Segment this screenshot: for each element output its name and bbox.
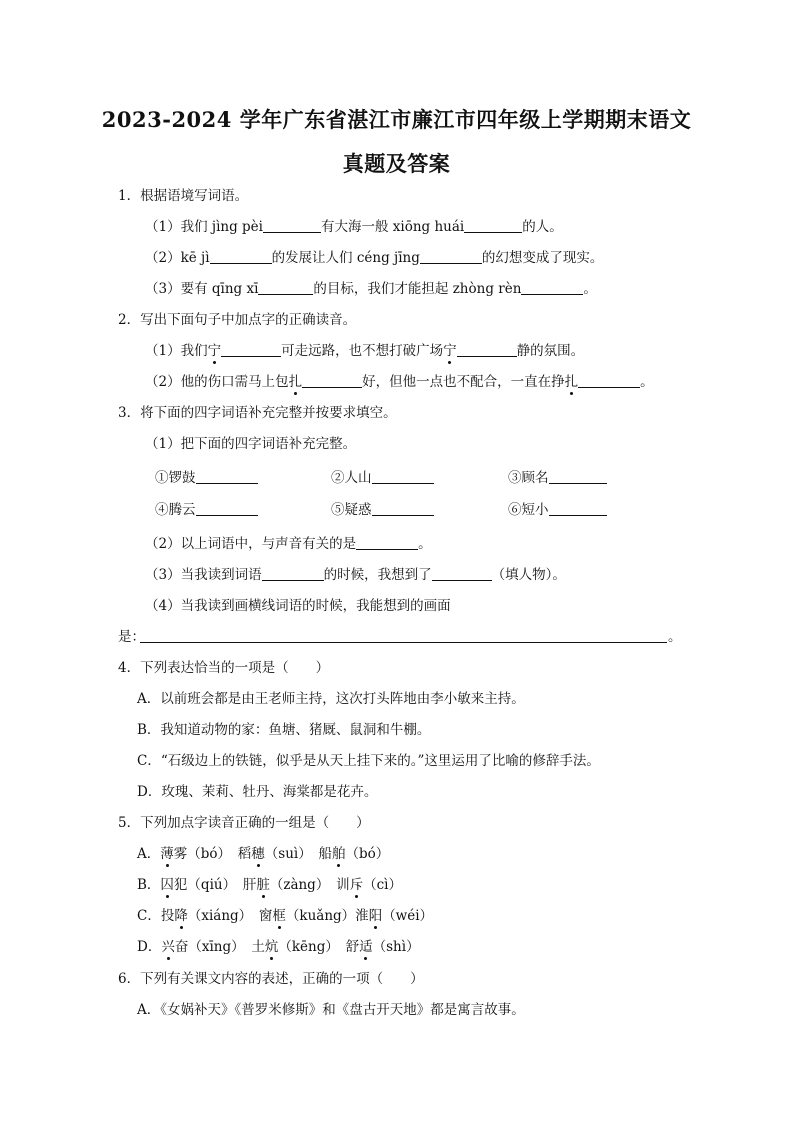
- dotted-char: 囚: [160, 877, 174, 893]
- answer-blank[interactable]: [372, 469, 434, 484]
- text: 犯（qiú） 肝: [173, 877, 257, 893]
- answer-blank[interactable]: [258, 280, 313, 295]
- text: （1）我们: [145, 343, 208, 359]
- text: （2）他的伤口需马上包: [145, 374, 289, 390]
- dotted-char: 扎: [288, 374, 303, 390]
- text: 。: [583, 281, 597, 297]
- dotted-char: 宁: [443, 343, 457, 359]
- answer-blank[interactable]: [432, 566, 492, 581]
- text: 的人。: [522, 219, 563, 235]
- question-5-option-c: [137, 907, 433, 925]
- question-4-stem: 4．下列表达恰当的一项是（ ）: [118, 660, 330, 676]
- text: A．: [137, 846, 161, 862]
- answer-blank[interactable]: [578, 373, 640, 388]
- text: ①锣鼓: [155, 470, 196, 486]
- text: （shì）: [372, 939, 420, 955]
- question-4-option-d: D．玫瑰、茉莉、牡丹、海棠都是花卉。: [137, 784, 378, 800]
- idiom-item-1: [155, 469, 258, 487]
- question-5-option-b: [137, 876, 402, 894]
- dotted-char: 穗: [251, 846, 265, 862]
- text: C．投: [137, 908, 175, 924]
- exam-title-line2: 真题及答案: [342, 151, 451, 176]
- question-5-option-d: [137, 938, 420, 956]
- question-3-item-4-answer-label: 是：: [118, 629, 145, 645]
- text: 可走远路，也不想打破广场: [281, 343, 444, 359]
- answer-blank[interactable]: [196, 501, 258, 516]
- question-4-option-c: C．“石级边上的铁链，似乎是从天上挂下来的。”这里运用了比喻的修辞手法。: [137, 753, 600, 769]
- answer-blank[interactable]: [263, 218, 321, 233]
- question-2-item-1: [145, 342, 584, 360]
- dotted-char: 斥: [349, 877, 364, 893]
- answer-blank[interactable]: [262, 566, 324, 581]
- dotted-char: 框: [272, 908, 286, 924]
- text: 好，但他一点也不配合，一直在挣: [362, 374, 565, 390]
- answer-long-line[interactable]: [140, 642, 667, 643]
- question-1-stem: 1．根据语境写词语。: [118, 188, 249, 204]
- idiom-item-4: [155, 501, 258, 519]
- text: 的目标，我们才能担起 zhòng rèn: [313, 281, 522, 297]
- answer-blank[interactable]: [210, 249, 272, 264]
- text: （xiáng） 窗: [187, 908, 273, 924]
- text: （wéi）: [382, 908, 434, 924]
- text: 。: [640, 374, 654, 390]
- text: 的发展让人们 céng jīng: [271, 250, 420, 266]
- text: ③顾名: [508, 470, 549, 486]
- answer-blank[interactable]: [549, 501, 607, 516]
- answer-blank[interactable]: [457, 342, 517, 357]
- text: （填人物）。: [491, 567, 566, 583]
- answer-blank[interactable]: [302, 373, 362, 388]
- text: 的幻想变成了现实。: [481, 250, 604, 266]
- text: 静的氛围。: [516, 343, 585, 359]
- text: 奋（xīng） 土: [174, 939, 265, 955]
- answer-blank[interactable]: [464, 218, 522, 233]
- text: （3）要有 qīng xī: [145, 281, 259, 297]
- idiom-item-6: [508, 501, 607, 519]
- question-1-item-1: [145, 218, 563, 236]
- text: （3）当我读到词语: [145, 567, 262, 583]
- question-4-option-a: A．以前班会都是由王老师主持，这次打头阵地由李小敏来主持。: [137, 691, 525, 707]
- question-3-item-2: [145, 535, 432, 553]
- dotted-char: 脏: [256, 877, 270, 893]
- question-1-item-3: [145, 280, 597, 298]
- text: （2）kē jì: [145, 250, 210, 266]
- dotted-char: 薄: [160, 846, 174, 862]
- answer-blank[interactable]: [521, 280, 583, 295]
- answer-blank[interactable]: [196, 469, 258, 484]
- dotted-char: 宁: [207, 343, 222, 359]
- question-3-item-4: （4）当我读到画横线词语的时候，我能想到的画面: [145, 598, 451, 614]
- question-6-stem: 6．下列有关课文内容的表述，正确的一项（ ）: [118, 971, 424, 987]
- text: （kēng） 舒: [278, 939, 360, 955]
- text: ②人山: [331, 470, 372, 486]
- text: ⑥短小: [508, 502, 549, 518]
- dotted-char: 舶: [331, 846, 346, 862]
- dotted-char: 扎: [564, 374, 579, 390]
- question-6-option-a: A．《女娲补天》《普罗米修斯》和《盘古开天地》都是寓言故事。: [137, 1002, 525, 1018]
- idiom-item-5: [331, 501, 434, 519]
- question-3-item-4-end: 。: [668, 629, 682, 645]
- text: 。: [418, 536, 432, 552]
- dotted-char: 阳: [368, 908, 383, 924]
- question-5-option-a: [137, 845, 389, 863]
- question-2-stem: 2．写出下面句子中加点字的正确读音。: [118, 312, 357, 328]
- exam-title-line1: 2023-2024 学年广东省湛江市廉江市四年级上学期期末语文: [101, 107, 692, 132]
- question-3-item-1: （1）把下面的四字词语补充完整。: [145, 436, 357, 452]
- text: （2）以上词语中，与声音有关的是: [145, 536, 357, 552]
- text: 的时候，我想到了: [323, 567, 432, 583]
- answer-blank[interactable]: [372, 501, 434, 516]
- text: （zàng） 训: [269, 877, 350, 893]
- question-1-item-2: [145, 249, 603, 267]
- text: D．: [137, 939, 162, 955]
- text: （1）我们 jìng pèi: [145, 219, 263, 235]
- dotted-char: 降: [174, 908, 188, 924]
- text: （suì） 船: [264, 846, 332, 862]
- text: 雾（bó） 稻: [173, 846, 252, 862]
- question-4-option-b: B．我知道动物的家：鱼塘、猪厩、鼠洞和牛棚。: [137, 722, 431, 738]
- dotted-char: 炕: [264, 939, 279, 955]
- text: （kuǎng）淮: [285, 908, 369, 924]
- text: ⑤疑惑: [331, 502, 372, 518]
- text: （bó）: [345, 846, 390, 862]
- dotted-char: 兴: [161, 939, 175, 955]
- answer-blank[interactable]: [356, 535, 418, 550]
- answer-blank[interactable]: [549, 469, 607, 484]
- answer-blank[interactable]: [420, 249, 482, 264]
- question-2-item-2: [145, 373, 654, 391]
- question-3-stem: 3．将下面的四字词语补充完整并按要求填空。: [118, 405, 397, 421]
- idiom-item-3: [508, 469, 607, 487]
- answer-blank[interactable]: [221, 342, 281, 357]
- dotted-char: 适: [359, 939, 373, 955]
- text: B．: [137, 877, 161, 893]
- question-3-item-3: [145, 566, 566, 584]
- question-5-stem: 5．下列加点字读音正确的一组是（ ）: [118, 815, 370, 831]
- idiom-item-2: [331, 469, 434, 487]
- text: （cì）: [363, 877, 402, 893]
- text: 有大海一般 xiōng huái: [320, 219, 465, 235]
- text: ④腾云: [155, 502, 196, 518]
